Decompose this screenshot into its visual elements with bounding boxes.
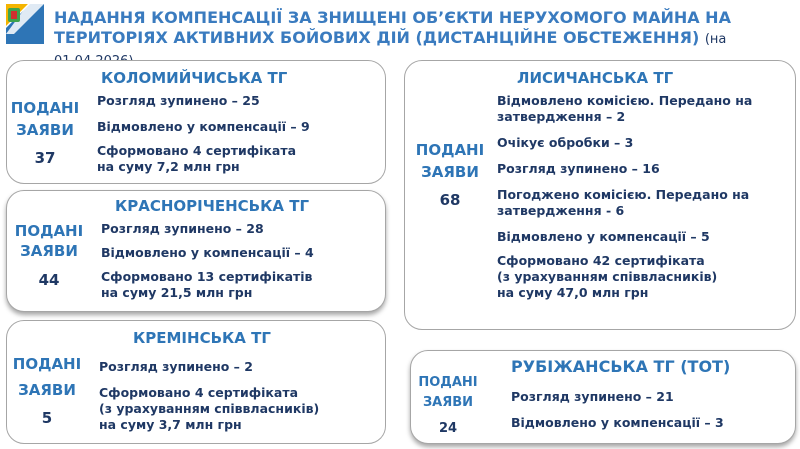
- card-title: КРЕМІНСЬКА ТГ: [133, 329, 271, 347]
- region-emblem-logo: [6, 4, 44, 44]
- status-list: [97, 93, 310, 175]
- submitted-count: 5: [41, 409, 53, 427]
- card-kreminska: [6, 320, 386, 444]
- card-title: КРАСНОРІЧЕНСЬКА ТГ: [115, 197, 309, 215]
- card-kolomyichyska: [6, 60, 386, 184]
- status-item: Відмовлено у компенсації – 5: [497, 229, 710, 244]
- report-date: (на: [704, 32, 727, 47]
- status-list: [101, 221, 314, 301]
- status-item: Розгляд зупинено – 2: [99, 359, 253, 374]
- status-list: [99, 359, 319, 433]
- status-item: Погоджено комісією. Передано на затвердження - 6: [497, 187, 750, 218]
- status-item: Очікує обробки – 3: [497, 135, 634, 150]
- card-title: ЛИСИЧАНСЬКА ТГ: [517, 69, 674, 87]
- status-item: Розгляд зупинено – 16: [497, 161, 660, 176]
- status-item: Відмовлено у компенсації – 4: [101, 245, 314, 260]
- submitted-label: ПОДАНІ ЗАЯВИ: [14, 222, 84, 260]
- card-lysychanska: [404, 60, 796, 330]
- card-title: КОЛОМИЙЧИСЬКА ТГ: [101, 69, 288, 87]
- status-item: Сформовано 4 сертифіката (з урахуванням співвласників) на суму 3,7 млн грн: [99, 385, 320, 432]
- status-item: Сформовано 13 сертифікатів на суму 21,5 млн грн: [101, 269, 313, 300]
- status-item: Відмовлено у компенсації – 3: [511, 415, 724, 430]
- status-item: Розгляд зупинено – 21: [511, 389, 674, 404]
- submitted-label: ПОДАНІ ЗАЯВИ: [415, 141, 485, 181]
- status-item: Розгляд зупинено – 25: [97, 93, 260, 108]
- status-item: Відмовлено комісією. Передано на затвердження – 2: [497, 93, 753, 124]
- title-text: НАДАННЯ КОМПЕНСАЦІЇ ЗА ЗНИЩЕНІ ОБ’ЄКТИ НЕРУХОМОГО МАЙНА НА ТЕРИТОРІЯХ АКТИВНИХ БОЙОВИХ ДІЙ (ДИСТАНЦІЙНЕ ОБСТЕЖЕННЯ): [54, 8, 731, 47]
- submitted-label: ПОДАНІ ЗАЯВИ: [10, 99, 80, 139]
- status-list: [511, 389, 724, 431]
- card-krasnorichenska: [6, 190, 386, 312]
- card-title: РУБІЖАНСЬКА ТГ (ТОТ): [511, 357, 731, 376]
- card-rubizhanska: [410, 350, 796, 444]
- submitted-label: ПОДАНІ ЗАЯВИ: [418, 375, 478, 410]
- status-item: Сформовано 42 сертифіката (з урахуванням співвласників) на суму 47,0 млн грн: [497, 253, 718, 300]
- submitted-count: 24: [438, 421, 458, 436]
- status-item: Розгляд зупинено – 28: [101, 221, 264, 236]
- status-list: [497, 93, 752, 301]
- submitted-count: 68: [439, 191, 461, 209]
- status-item: Відмовлено у компенсації – 9: [97, 119, 310, 134]
- submitted-count: 37: [34, 149, 56, 167]
- status-item: Сформовано 4 сертифіката на суму 7,2 млн грн: [97, 143, 297, 174]
- submitted-label: ПОДАНІ ЗАЯВИ: [12, 355, 82, 399]
- submitted-count: 44: [38, 271, 60, 289]
